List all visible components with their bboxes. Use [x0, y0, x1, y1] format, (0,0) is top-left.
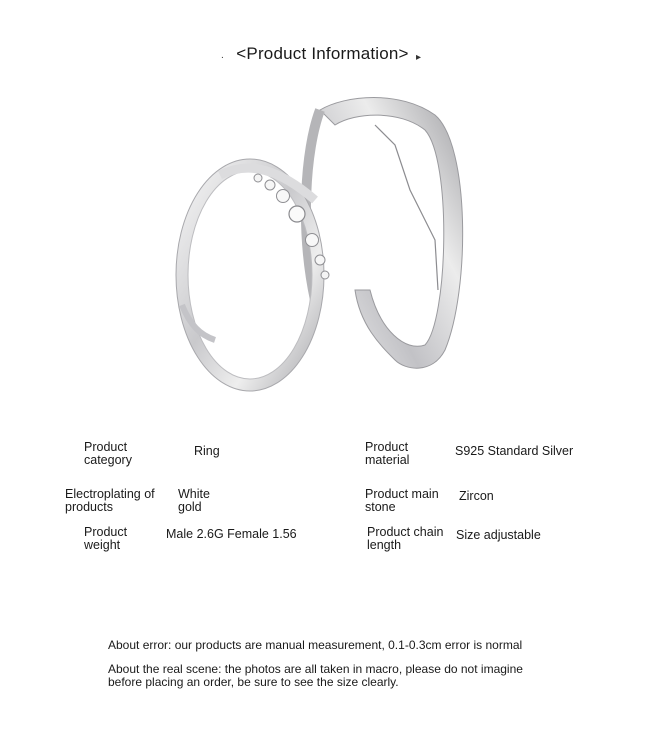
- decorative-dot: .: [221, 50, 224, 61]
- product-material-label: Product material: [365, 440, 410, 467]
- chain-length-value: Size adjustable: [456, 528, 541, 542]
- chain-length-label: Product chain length: [367, 525, 444, 552]
- rings-product-image: [170, 90, 480, 420]
- page-title: <Product Information>: [236, 44, 409, 63]
- decorative-dot: ▸: [416, 52, 422, 63]
- real-scene-note: About the real scene: the photos are all taken in macro, please do not imagine before placing an order, be sure to see the size clearly.: [108, 662, 523, 689]
- electroplating-label: Electroplating of products: [65, 487, 155, 514]
- female-ring: [176, 159, 324, 391]
- product-weight-value: Male 2.6G Female 1.56: [166, 527, 297, 541]
- product-weight-label: Product weight: [84, 525, 128, 552]
- product-category-label: Product category: [84, 440, 132, 467]
- main-stone-label: Product main stone: [365, 487, 439, 514]
- main-stone-value: Zircon: [459, 489, 494, 503]
- error-note: About error: our products are manual measurement, 0.1-0.3cm error is normal: [108, 638, 523, 652]
- electroplating-value: White gold: [178, 487, 210, 514]
- product-category-value: Ring: [194, 444, 220, 458]
- male-ring: [306, 98, 463, 369]
- product-material-value: S925 Standard Silver: [455, 444, 574, 458]
